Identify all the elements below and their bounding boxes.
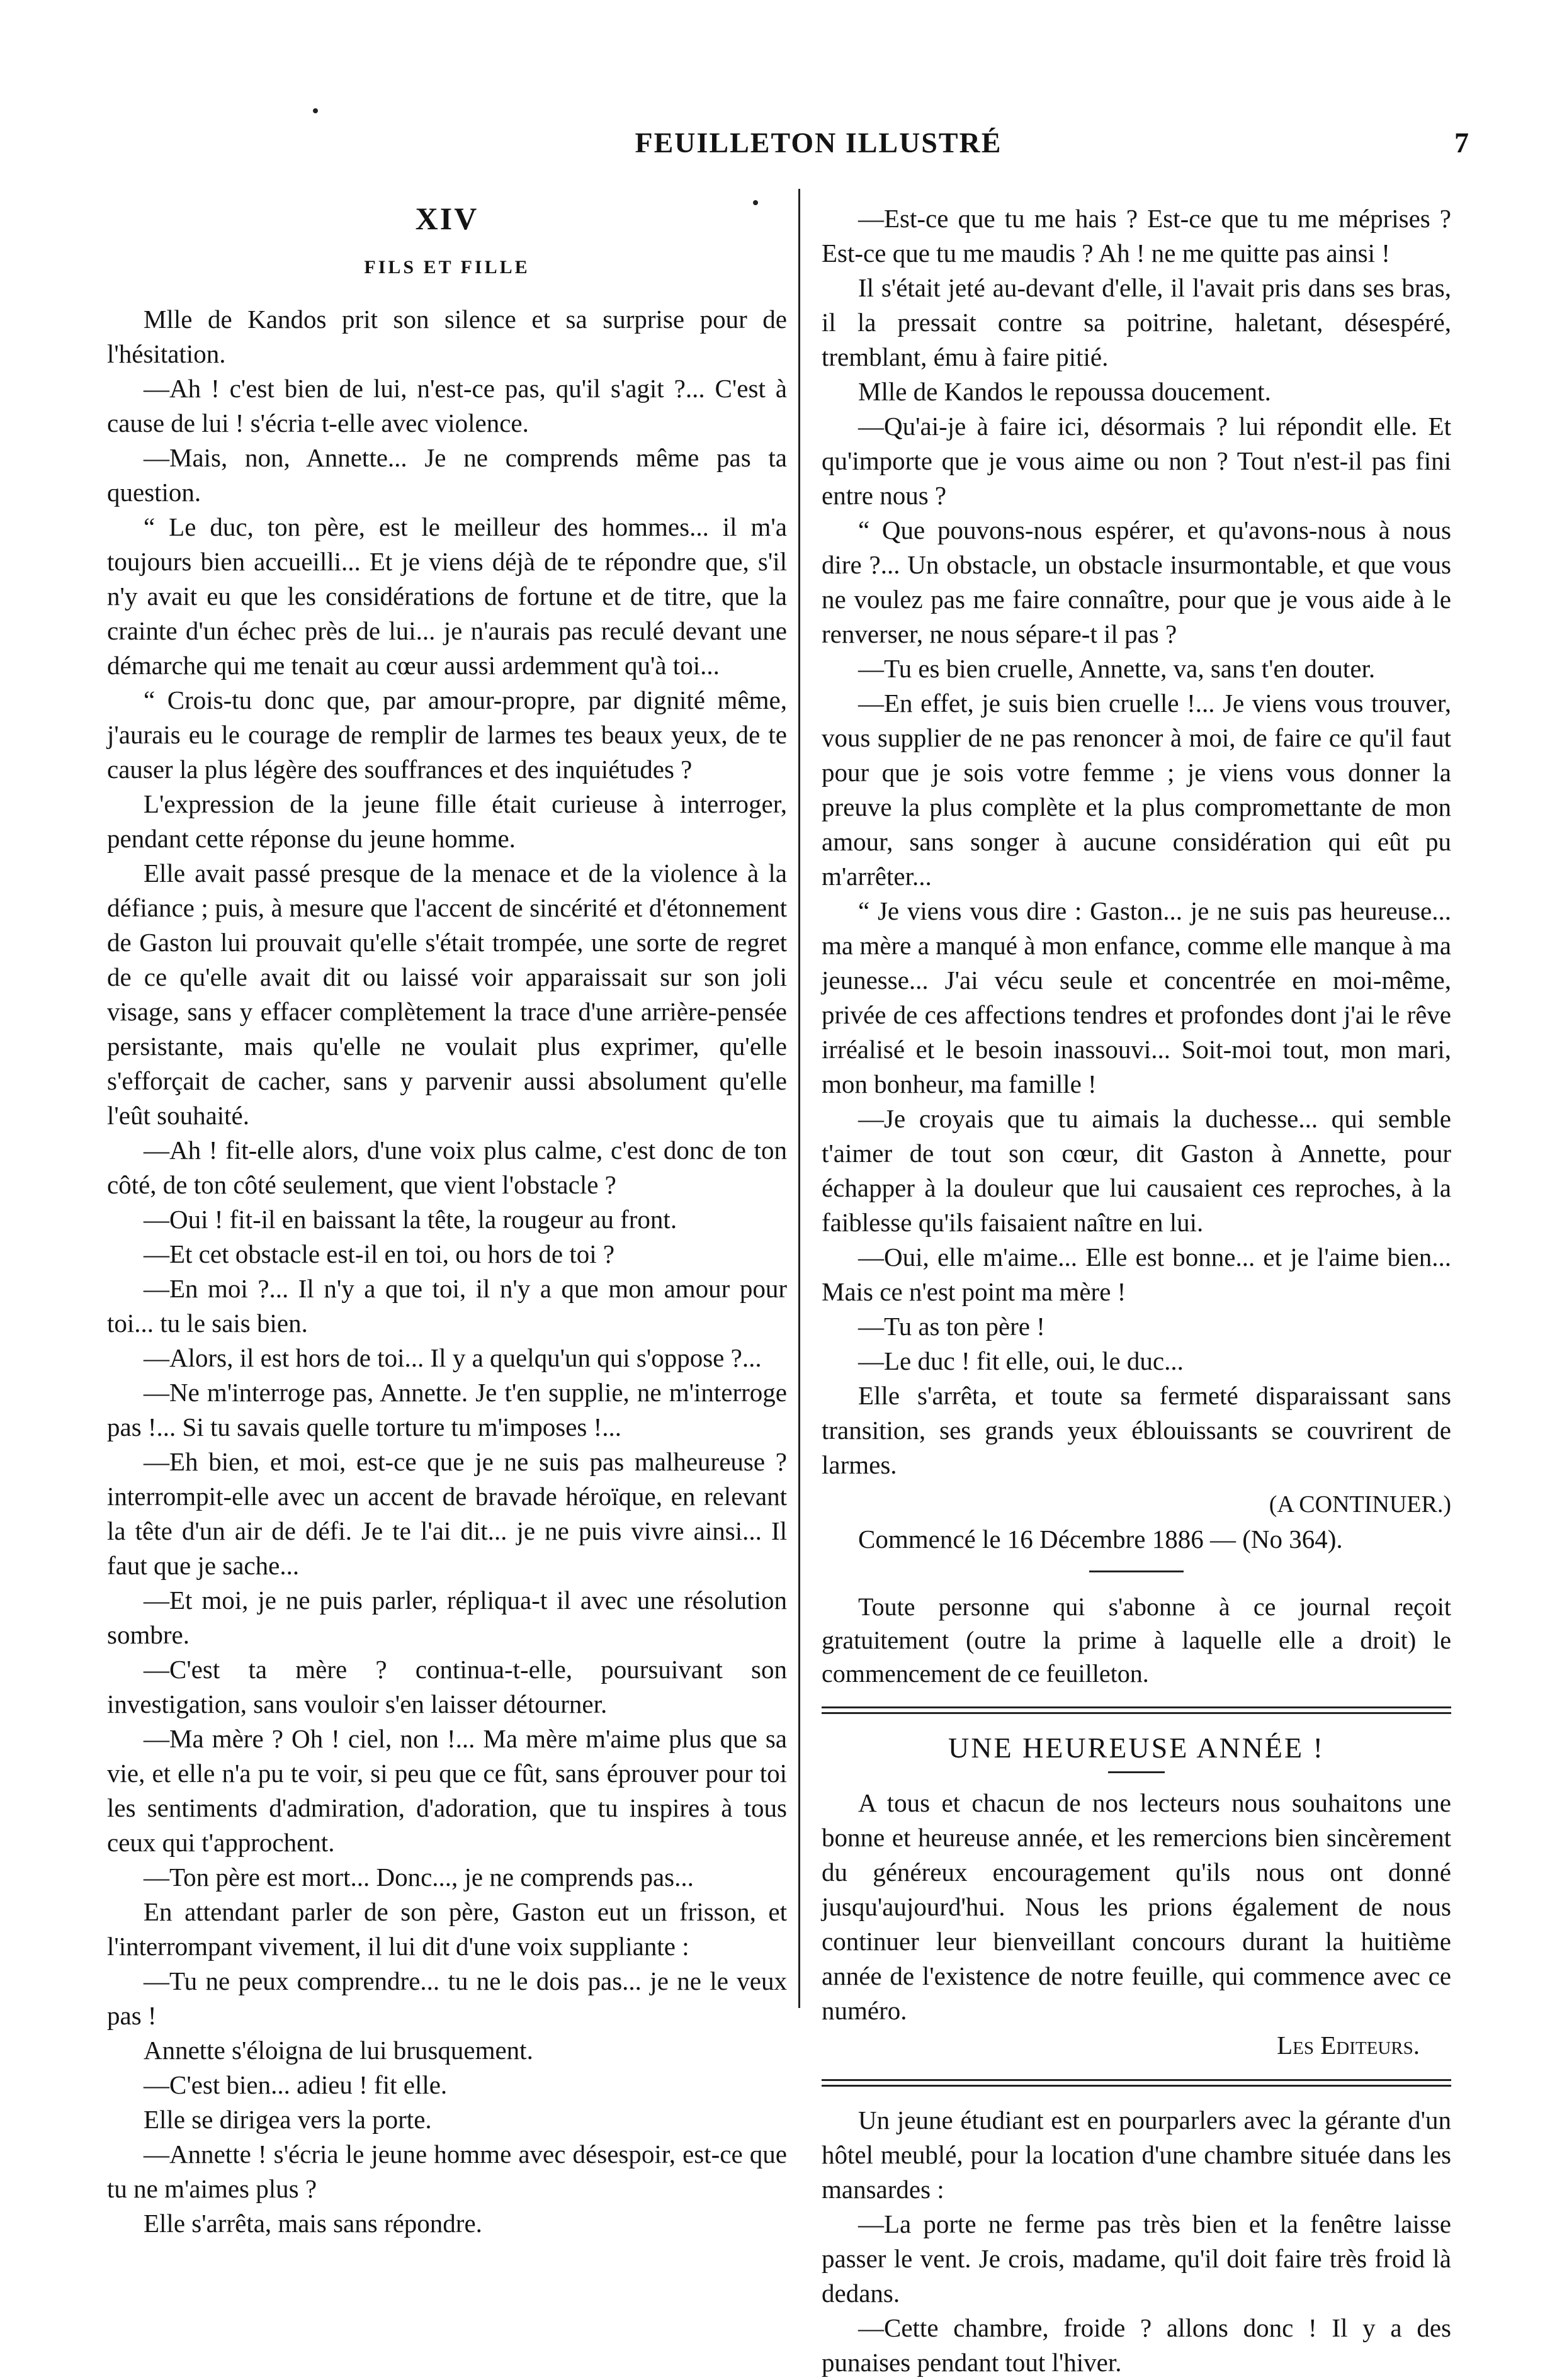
paragraph: —En effet, je suis bien cruelle !... Je viens vous trouver, vous supplier de ne pas renoncer à moi, de faire ce qu'il faut pour que je sois votre femme ; je viens vous donner la preuve la plus complète et la plus compromettante de mon amour, sans songer à aucune considération qui eût pu m'arrêter... <box>822 689 1451 891</box>
paragraph: Un jeune étudiant est en pourparlers avec la gérante d'un hôtel meublé, pour la location d'une chambre située dans les mansardes : <box>822 2106 1451 2204</box>
subscription-notice <box>822 1590 1451 1690</box>
running-header-title: FEUILLETON ILLUSTRÉ <box>635 127 1002 159</box>
paragraph: Elle se dirigea vers la porte. <box>144 2105 432 2134</box>
paragraph: —Eh bien, et moi, est-ce que je ne suis pas malheureuse ? interrompit-elle avec un accent de bravade héroïque, en relevant la tête d'un air de défi. Je te l'ai dit... je ne puis vivre ainsi... Il faut que je sache... <box>107 1447 787 1580</box>
paragraph: —Alors, il est hors de toi... Il y a quelqu'un qui s'oppose ?... <box>144 1343 762 1372</box>
divider-rule <box>1108 1771 1165 1773</box>
paragraph: —Tu ne peux comprendre... tu ne le dois pas... je ne le veux pas ! <box>107 1966 787 2030</box>
paragraph: —C'est ta mère ? continua-t-elle, poursuivant son investigation, sans vouloir s'en laisser détourner. <box>107 1655 787 1718</box>
left-column <box>107 201 787 2241</box>
paragraph: Elle s'arrêta, mais sans répondre. <box>144 2209 482 2238</box>
section-title: UNE HEUREUSE ANNÉE ! <box>948 1732 1325 1764</box>
paragraph: Mlle de Kandos prit son silence et sa surprise pour de l'hésitation. <box>107 305 787 368</box>
paragraph: —Ma mère ? Oh ! ciel, non !... Ma mère m'aime plus que sa vie, et elle n'a pu te voir, si peu que ce fût, sans éprouver pour toi les sentiments d'admiration, d'adoration, que tu inspires à tous ceux qui t'approchent. <box>107 1724 787 1857</box>
divider-rule <box>822 1706 1451 1708</box>
divider-rule <box>822 1712 1451 1714</box>
divider-rule <box>822 2085 1451 2087</box>
paragraph: —Est-ce que tu me hais ? Est-ce que tu me méprises ? Est-ce que tu me maudis ? Ah ! ne me quitte pas ainsi ! <box>822 204 1451 268</box>
paragraph: Elle avait passé presque de la menace et de la violence à la défiance ; puis, à mesure que l'accent de sincérité et d'étonnement de Gaston lui prouvait qu'elle s'était trompée, une sorte de regret de ce qu'elle avait dit ou laissé voir apparaissait sur son joli visage, sans y effacer complètement la trace d'une arrière-pensée persistante, mais qu'elle ne voulait plus exprimer, qu'elle s'efforçait de cacher, sans y parvenir aussi absolument qu'elle l'eût souhaité. <box>107 859 787 1130</box>
divider-rule <box>1089 1571 1184 1572</box>
paragraph: “ Le duc, ton père, est le meilleur des hommes... il m'a toujours bien accueilli... Et je viens déjà de te répondre que, s'il n'y avait eu que les considérations de fortune et de titre, que la crainte d'un échec près de lui... je n'aurais pas reculé devant une démarche qui me tenait au cœur aussi ardemment qu'à toi... <box>107 512 787 680</box>
paragraph: —Qu'ai-je à faire ici, désormais ? lui répondit elle. Et qu'importe que je vous aime ou non ? Tout n'est-il pas fini entre nous ? <box>822 412 1451 510</box>
paragraph: —Ne m'interroge pas, Annette. Je t'en supplie, ne m'interroge pas !... Si tu savais quelle torture tu m'imposes !... <box>107 1378 787 1441</box>
column-divider <box>798 189 800 2008</box>
paragraph: —C'est bien... adieu ! fit elle. <box>144 2070 448 2099</box>
editors-signature: Les Editeurs. <box>1277 2031 1420 2060</box>
chapter-title: FILS ET FILLE <box>364 257 530 278</box>
paragraph: Mlle de Kandos le repoussa doucement. <box>858 377 1271 406</box>
paragraph: L'expression de la jeune fille était curieuse à interroger, pendant cette réponse du jeune homme. <box>107 789 787 853</box>
right-column <box>822 201 1451 2380</box>
paragraph: —Tu as ton père ! <box>858 1312 1045 1341</box>
paragraph: “ Crois-tu donc que, par amour-propre, par dignité même, j'aurais eu le courage de remplir de larmes tes beaux yeux, de te causer la plus légère des souffrances et des inquiétudes ? <box>107 685 787 784</box>
page-number: 7 <box>1454 127 1469 159</box>
paragraph: A tous et chacun de nos lecteurs nous souhaitons une bonne et heureuse année, et les remercions bien sincèrement du généreux encouragement qu'ils nous ont donné jusqu'aujourd'hui. Nous les prions également de nous continuer leur bienveillant concours durant la huitième année de l'existence de notre feuille, qui commence avec ce numéro. <box>822 1788 1451 2025</box>
paragraph: —La porte ne ferme pas très bien et la fenêtre laisse passer le vent. Je crois, madame, qu'il doit faire très froid là dedans. <box>822 2209 1451 2308</box>
paragraph: —Le duc ! fit elle, oui, le duc... <box>858 1346 1184 1375</box>
chapter-number: XIV <box>415 201 479 236</box>
divider-rule <box>822 2079 1451 2081</box>
paragraph: —Je croyais que tu aimais la duchesse... qui semble t'aimer de tout son cœur, dit Gaston à Annette, pour échapper à la douleur que lui causaient ces reproches, à la faiblesse qu'ils faisaient naître en lui. <box>822 1104 1451 1237</box>
paragraph: —Ah ! fit-elle alors, d'une voix plus calme, c'est donc de ton côté, de ton côté seulement, que vient l'obstacle ? <box>107 1136 787 1199</box>
print-speck <box>313 108 318 113</box>
paragraph: Il s'était jeté au-devant d'elle, il l'avait pris dans ses bras, il la pressait contre sa poitrine, haletant, désespéré, tremblant, ému à faire pitié. <box>822 273 1451 371</box>
paragraph: Annette s'éloigna de lui brusquement. <box>144 2036 533 2065</box>
paragraph: —Annette ! s'écria le jeune homme avec désespoir, est-ce que tu ne m'aimes plus ? <box>107 2140 787 2203</box>
paragraph: “ Je viens vous dire : Gaston... je ne suis pas heureuse... ma mère a manqué à mon enfance, comme elle manque à ma jeunesse... J'ai vécu seule et concentrée en moi-même, privée de ces affections tendres et profondes dont j'ai le rêve irréalisé et le besoin inassouvi... Soit-moi tout, mon mari, mon bonheur, ma famille ! <box>822 896 1451 1098</box>
paragraph: —Ton père est mort... Donc..., je ne comprends pas... <box>144 1863 694 1892</box>
paragraph: Elle s'arrêta, et toute sa fermeté disparaissant sans transition, ses grands yeux éblouissants se couvrirent de larmes. <box>822 1381 1451 1479</box>
subscription-notice-text: Toute personne qui s'abonne à ce journal reçoit gratuitement (outre la prime à laquelle elle a droit) le commencement de ce feuilleton. <box>822 1593 1451 1688</box>
commenced-date: Commencé le 16 Décembre 1886 — (No 364). <box>858 1525 1343 1554</box>
paragraph: —Et moi, je ne puis parler, répliqua-t il avec une résolution sombre. <box>107 1586 787 1649</box>
paragraph: —En moi ?... Il n'y a que toi, il n'y a que mon amour pour toi... tu le sais bien. <box>107 1274 787 1338</box>
paragraph: —Mais, non, Annette... Je ne comprends même pas ta question. <box>107 443 787 507</box>
paragraph: —Oui, elle m'aime... Elle est bonne... et je l'aime bien... Mais ce n'est point ma mère ! <box>822 1243 1451 1306</box>
paragraph: —Et cet obstacle est-il en toi, ou hors de toi ? <box>144 1239 615 1268</box>
paragraph: —Tu es bien cruelle, Annette, va, sans t'en douter. <box>858 654 1376 683</box>
paragraph: —Ah ! c'est bien de lui, n'est-ce pas, qu'il s'agit ?... C'est à cause de lui ! s'écria t-elle avec violence. <box>107 374 787 437</box>
paragraph: En attendant parler de son père, Gaston eut un frisson, et l'interrompant vivement, il lui dit d'une voix suppliante : <box>107 1897 787 1961</box>
paragraph: —Oui ! fit-il en baissant la tête, la rougeur au front. <box>144 1205 677 1234</box>
paragraph: —Cette chambre, froide ? allons donc ! Il y a des punaises pendant tout l'hiver. <box>822 2313 1451 2377</box>
paragraph: “ Que pouvons-nous espérer, et qu'avons-nous à nous dire ?... Un obstacle, un obstacle insurmontable, et que vous ne voulez pas me faire connaître, pour que je vous aide à le renverser, ne nous sépare-t il pas ? <box>822 516 1451 648</box>
to-be-continued: (A CONTINUER.) <box>1269 1491 1451 1518</box>
